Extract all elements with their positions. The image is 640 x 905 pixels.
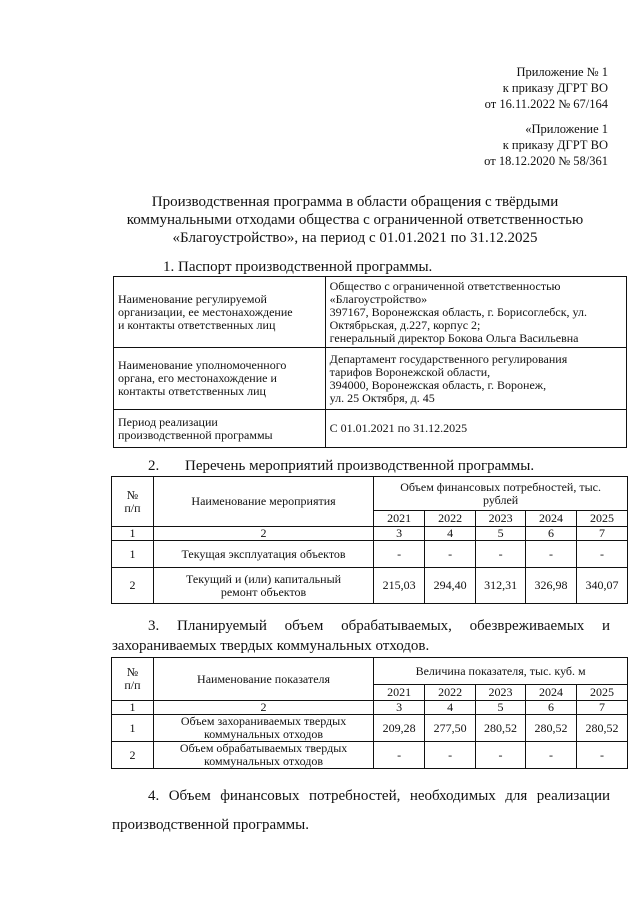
col-num-header: № п/п [112, 658, 154, 701]
table-row [112, 541, 628, 568]
index-cell: 4 [425, 527, 476, 541]
table-row [112, 568, 628, 604]
col-name-header: Наименование мероприятия [153, 477, 373, 527]
index-cell: 2 [153, 701, 373, 715]
year-header: 2025 [576, 685, 627, 701]
table-row [112, 742, 628, 769]
value-cell: - [526, 742, 577, 769]
passport-value: Общество с ограниченной ответственностью «Благоустройство» 397167, Воронежская область, г. Борисоглебск, ул. Октябрьская, д.227, корпус 2; генеральный директор Бокова Ольга Васильевна [325, 277, 626, 348]
passport-value: Департамент государственного регулирования тарифов Воронежской области, 394000, Воронежская область, г. Воронеж, ул. 25 Октября, д. 45 [325, 348, 626, 410]
year-header: 2023 [476, 511, 526, 527]
value-cell: 215,03 [374, 568, 425, 604]
section1-heading: 1. Паспорт производственной программы. [163, 259, 433, 275]
volumes-table [111, 657, 628, 769]
passport-label: Наименование регулируемой организации, ее местонахождение и контакты ответственных лиц [114, 277, 326, 348]
appendix-block [485, 64, 608, 112]
appendix-old-block [484, 121, 608, 169]
value-cell: - [526, 541, 577, 568]
index-cell: 3 [374, 527, 425, 541]
title-line: коммунальными отходами общества с ограниченной ответственностью [126, 212, 584, 228]
index-cell: 6 [526, 527, 577, 541]
year-header: 2023 [476, 685, 526, 701]
year-header: 2022 [425, 511, 476, 527]
year-header: 2021 [374, 511, 425, 527]
value-cell: - [374, 742, 425, 769]
value-cell: 326,98 [526, 568, 577, 604]
section4-line2: производственной программы. [112, 817, 310, 833]
row-num: 2 [112, 742, 154, 769]
table-row [114, 277, 627, 348]
section3-heading-line2: захораниваемых твердых коммунальных отходов. [112, 638, 430, 654]
table-row [112, 477, 628, 511]
index-cell: 4 [425, 701, 476, 715]
year-header: 2024 [526, 685, 577, 701]
section2-heading: Перечень мероприятий производственной программы. [185, 458, 535, 474]
section4-line1: 4. Объем финансовых потребностей, необходимых для реализации [148, 788, 611, 804]
passport-value: С 01.01.2021 по 31.12.2025 [325, 410, 626, 448]
year-header: 2021 [374, 685, 425, 701]
section3-heading-line1: 3. Планируемый объем обрабатываемых, обезвреживаемых и [148, 618, 611, 634]
value-cell: - [374, 541, 425, 568]
appendix-line: к приказу ДГРТ ВО [502, 81, 608, 95]
index-cell: 5 [476, 527, 526, 541]
col-name-header: Наименование показателя [153, 658, 373, 701]
row-num: 2 [112, 568, 154, 604]
passport-label: Период реализации производственной программы [114, 410, 326, 448]
appendix-line: Приложение № 1 [516, 65, 608, 79]
appendix-line: от 16.11.2022 № 67/164 [484, 97, 608, 111]
year-header: 2025 [577, 511, 628, 527]
appendix-line: от 18.12.2020 № 58/361 [484, 154, 608, 168]
measures-table [111, 476, 628, 604]
value-cell: - [476, 742, 526, 769]
title-line: Производственная программа в области обращения с твёрдыми [151, 194, 559, 210]
value-cell: - [577, 541, 628, 568]
index-cell: 6 [526, 701, 577, 715]
value-cell: 312,31 [476, 568, 526, 604]
appendix-line: к приказу ДГРТ ВО [502, 138, 608, 152]
table-row [112, 715, 628, 742]
col-group-header: Объем финансовых потребностей, тыс. рублей [374, 477, 628, 511]
value-cell: 280,52 [526, 715, 577, 742]
table-row [112, 701, 628, 715]
value-cell: 294,40 [425, 568, 476, 604]
index-cell: 7 [577, 527, 628, 541]
index-cell: 2 [153, 527, 373, 541]
title-line: «Благоустройство», на период с 01.01.2021 по 31.12.2025 [172, 230, 538, 246]
row-name: Объем захораниваемых твердых коммунальных отходов [153, 715, 373, 742]
page-title [110, 193, 600, 247]
value-cell: - [425, 742, 476, 769]
row-num: 1 [112, 715, 154, 742]
value-cell: 277,50 [425, 715, 476, 742]
col-num-header: № п/п [112, 477, 154, 527]
year-header: 2024 [526, 511, 577, 527]
col-group-header: Величина показателя, тыс. куб. м [374, 658, 628, 685]
appendix-line: «Приложение 1 [525, 122, 608, 136]
row-name: Объем обрабатываемых твердых коммунальных отходов [153, 742, 373, 769]
value-cell: - [425, 541, 476, 568]
row-name: Текущая эксплуатация объектов [153, 541, 373, 568]
row-name: Текущий и (или) капитальный ремонт объектов [153, 568, 373, 604]
value-cell: - [476, 541, 526, 568]
section2-num: 2. [148, 458, 160, 474]
passport-table [113, 276, 627, 448]
table-row [114, 348, 627, 410]
year-header: 2022 [425, 685, 476, 701]
value-cell: - [576, 742, 627, 769]
value-cell: 209,28 [374, 715, 425, 742]
row-num: 1 [112, 541, 154, 568]
table-row [112, 527, 628, 541]
index-cell: 5 [476, 701, 526, 715]
index-cell: 7 [576, 701, 627, 715]
passport-label: Наименование уполномоченного органа, его местонахождение и контакты ответственных лиц [114, 348, 326, 410]
index-cell: 1 [112, 527, 154, 541]
value-cell: 280,52 [576, 715, 627, 742]
table-row [114, 410, 627, 448]
table-row [112, 658, 628, 685]
value-cell: 280,52 [476, 715, 526, 742]
value-cell: 340,07 [577, 568, 628, 604]
index-cell: 3 [374, 701, 425, 715]
index-cell: 1 [112, 701, 154, 715]
